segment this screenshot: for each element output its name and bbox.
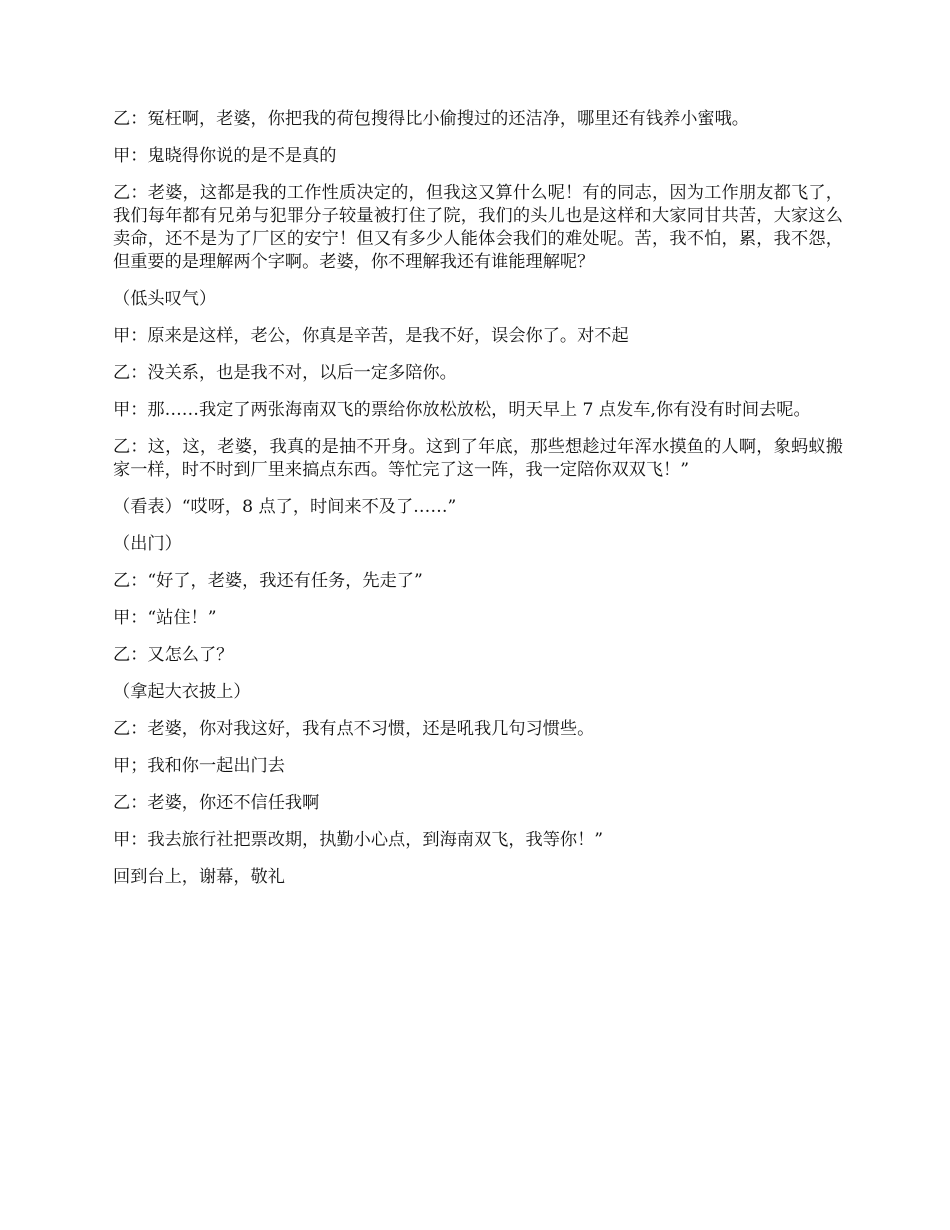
paragraph: 乙：老婆，这都是我的工作性质决定的，但我这又算什么呢！有的同志，因为工作朋友都飞了，我们每年都有兄弟与犯罪分子较量被打住了院，我们的头儿也是这样和大家同甘共苦，大家这么卖命，还不是为了厂区的安宁！但又有多少人能体会我们的难处呢。苦，我不怕，累，我不怨，但重要的是理解两个字啊。老婆，你不理解我还有谁能理解呢？ xyxy=(113,183,843,272)
paragraph: 甲：我去旅行社把票改期，执勤小心点，到海南双飞，我等你！” xyxy=(113,830,604,850)
paragraph: 乙：冤枉啊，老婆，你把我的荷包搜得比小偷搜过的还洁净，哪里还有钱养小蜜哦。 xyxy=(113,109,749,129)
paragraph: （拿起大衣披上） xyxy=(113,682,251,702)
paragraph: 甲：原来是这样，老公，你真是辛苦，是我不好，误会你了。对不起 xyxy=(113,326,629,346)
paragraph: （出门） xyxy=(113,534,182,554)
paragraph: 乙：没关系，也是我不对，以后一定多陪你。 xyxy=(113,363,457,383)
paragraph: 乙：老婆，你对我这好，我有点不习惯，还是吼我几句习惯些。 xyxy=(113,719,595,739)
paragraph: （低头叹气） xyxy=(113,289,217,309)
paragraph: 甲：“站住！” xyxy=(113,608,217,628)
paragraph: 乙：老婆，你还不信任我啊 xyxy=(113,793,320,813)
paragraph: （看表）“哎呀，8 点了，时间来不及了……” xyxy=(113,497,457,517)
paragraph: 乙：这，这，老婆，我真的是抽不开身。这到了年底，那些想趁过年浑水摸鱼的人啊，象蚂蚁搬家一样，时不时到厂里来搞点东西。等忙完了这一阵，我一定陪你双双飞！” xyxy=(113,437,843,480)
paragraph: 乙：“好了，老婆，我还有任务，先走了” xyxy=(113,571,423,591)
paragraph: 甲：那……我定了两张海南双飞的票给你放松放松，明天早上 7 点发车,你有没有时间去呢。 xyxy=(113,400,811,420)
paragraph: 甲：鬼晓得你说的是不是真的 xyxy=(113,146,337,166)
document-body xyxy=(113,108,843,903)
paragraph: 回到台上，谢幕，敬礼 xyxy=(113,867,285,887)
paragraph: 乙：又怎么了？ xyxy=(113,645,234,665)
paragraph: 甲；我和你一起出门去 xyxy=(113,756,285,776)
